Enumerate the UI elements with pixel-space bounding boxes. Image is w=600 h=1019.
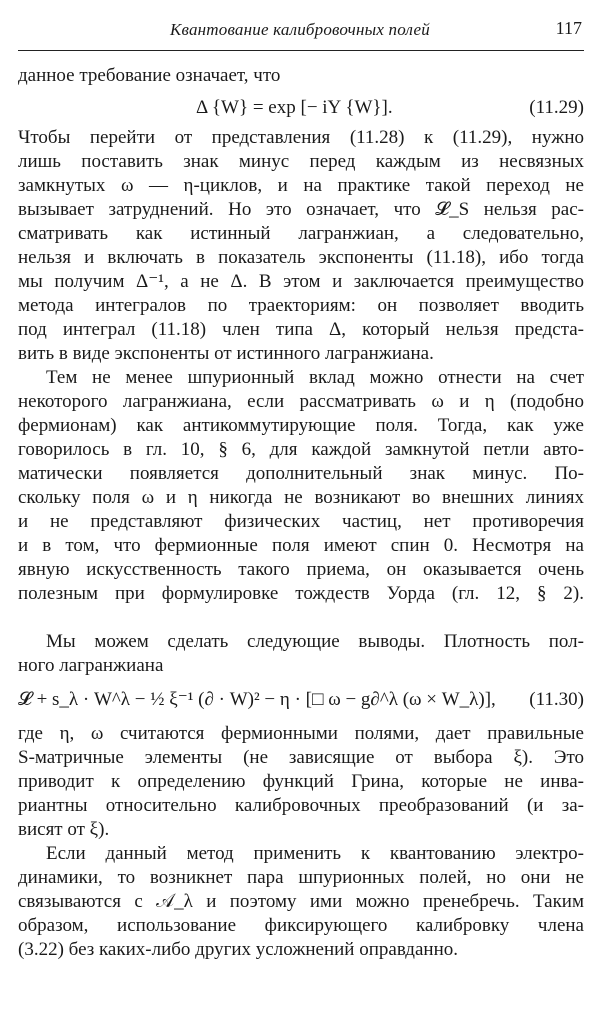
running-header xyxy=(18,10,584,51)
text-line: замкнутых ω — η-циклов, и на практике такой переход не xyxy=(18,175,584,196)
equation-11-29: Δ {W} = exp [− iY {W}]. xyxy=(196,97,393,118)
text-line: Тем не менее шпурионный вклад можно отнести на счет xyxy=(46,367,584,388)
text-line: образом, использование фиксирующего калибровку члена xyxy=(18,915,584,936)
equation-number: (11.30) xyxy=(529,689,584,710)
text-line: и не представляют физических частиц, нет противоречия xyxy=(18,511,584,532)
equation-11-30: 𝓛 + s_λ · W^λ − ½ ξ⁻¹ (∂ · W)² − η · [□ ω − g∂^λ (ω × W_λ)], xyxy=(18,689,496,710)
text-line: под интеграл (11.18) член типа Δ, который нельзя предста- xyxy=(18,319,584,340)
text-line: динамики, то возникнет пара шпурионных полей, но они не xyxy=(18,867,584,888)
text-line: сматривать как истинный лагранжиан, а следовательно, xyxy=(18,223,584,244)
text-line: говорилось в гл. 10, § 6, для каждой замкнутой петли авто- xyxy=(18,439,584,460)
text-line: висят от ξ). xyxy=(18,819,110,840)
text-line: (3.22) без каких-либо других усложнений оправданно. xyxy=(18,939,458,960)
text-line: и в том, что фермионные поля имеют спин 0. Несмотря на xyxy=(18,535,584,556)
text-line: данное требование означает, что xyxy=(18,65,281,86)
text-line: нельзя и включать в показатель экспоненты (11.18), ибо тогда xyxy=(18,247,584,268)
text-line: фермионам) как антикоммутирующие поля. Тогда, как уже xyxy=(18,415,584,436)
text-line: приводит к определению функций Грина, которые не инва- xyxy=(18,771,584,792)
text-line: ного лагранжиана xyxy=(18,655,164,676)
text-line: лишь поставить знак минус перед каждым из несвязных xyxy=(18,151,584,172)
text-line: явную искусственность такого приема, он оказывается очень xyxy=(18,559,584,580)
text-line: скольку поля ω и η никогда не возникают во внешних линиях xyxy=(18,487,584,508)
text-line: матически появляется дополнительный знак минус. По- xyxy=(18,463,584,484)
text-line: Чтобы перейти от представления (11.28) к (11.29), нужно xyxy=(18,127,584,148)
text-line: мы получим Δ⁻¹, а не Δ. В этом и заключается преимущество xyxy=(18,271,584,292)
text-line: где η, ω считаются фермионными полями, дает правильные xyxy=(18,723,584,744)
equation-number: (11.29) xyxy=(529,97,584,118)
text-line: вызывает затруднений. Но это означает, что 𝓛_S нельзя рас- xyxy=(18,199,584,220)
running-title: Квантование калибровочных полей xyxy=(170,20,430,39)
text-line: S-матричные элементы (не зависящие от выбора ξ). Это xyxy=(18,747,584,768)
text-line: связываются с 𝒜_λ и поэтому ими можно пренебречь. Таким xyxy=(18,891,584,912)
text-line: некоторого лагранжиана, если рассматривать ω и η (подобно xyxy=(18,391,584,412)
text-line: Если данный метод применить к квантованию электро- xyxy=(46,843,584,864)
text-line: Мы можем сделать следующие выводы. Плотность пол- xyxy=(46,631,584,652)
text-line: вить в виде экспоненты от истинного лагранжиана. xyxy=(18,343,434,364)
page-number: 117 xyxy=(555,18,582,38)
text-line: метода интегралов по траекториям: он позволяет вводить xyxy=(18,295,584,316)
text-line: полезным при формулировке тождеств Уорда (гл. 12, § 2). xyxy=(18,583,584,604)
text-line: риантны относительно калибровочных преобразований (и за- xyxy=(18,795,584,816)
